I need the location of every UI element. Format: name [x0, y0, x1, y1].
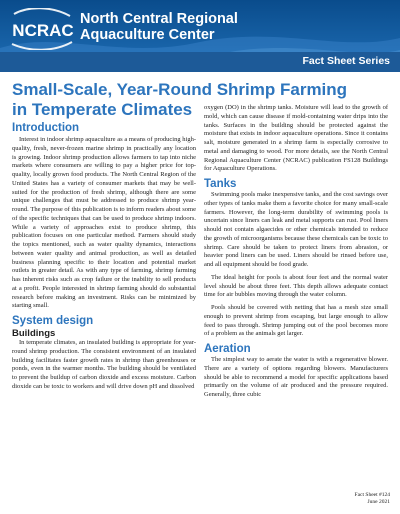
system-design-heading: System design [12, 315, 94, 327]
left-column [12, 122, 196, 392]
publication-date: June 2021 [367, 499, 390, 505]
org-name-line1: North Central Regional [80, 11, 238, 27]
org-name [80, 11, 320, 43]
buildings-paragraph-continued: oxygen (DO) in the shrimp tanks. Moisture will lead to the growth of mold, which can cause disease if mold-containing water drips into the tanks. Surfaces in the building should be protected against the moisture that exists in indoor aquaculture operations. Since it contains salt, moisture generated in a shrimp farm is especially corrosive to metal and damaging to wood. For more details, see the North Central Regional Aquaculture Center (NCRAC) publication FS128 Buildings for Aquaculture Operations. [204, 104, 388, 173]
series-label: Fact Sheet Series [302, 55, 390, 67]
tanks-paragraph-1: Swimming pools make inexpensive tanks, and the cost savings over other types of tanks make them a favorite choice for many small-scale farmers. However, the long-term durability of swimming pools is uncertain since liners can leak and metal supports can rust. Pool liners should not contain algaecides or other chemicals intended to reduce the growth of microorganisms because these chemicals can be toxic to shrimp. Care should be taken to protect liners from abrasion, or heavier pond liners can be used. Liners should be rinsed before use, and all equipment should be food grade. [204, 191, 388, 268]
tanks-heading: Tanks [204, 178, 237, 190]
page-title-line1: Small-Scale, Year-Round Shrimp Farming [12, 80, 348, 99]
page-title-line2: in Temperate Climates [12, 100, 193, 119]
tanks-paragraph-2: The ideal height for pools is about four feet and the normal water level should be about three feet. This depth allows adequate contact time for air bubbles moving through the water column. [204, 273, 388, 299]
intro-paragraph: Interest in indoor shrimp aquaculture as a means of producing high-quality, fresh, never-frozen marine shrimp in practically any location is growing. Indoor shrimp production allows farmers to tap into niche markets where consumers are willing to pay a higher price for top-quality, locally grown food products. The North Central Region of the United States has a variety of consumer markets that may be well-suited for the production of fresh shrimp, although there are some unique challenges that must be addressed to produce shrimp year-round. The purpose of this publication is to inform readers about some of the specific techniques that can be used to produce shrimp indoors. While a variety of approaches exist to produce shrimp, this publication focuses on one particular method. Farmers should study the topics mentioned, such as water quality dynamics, interactions between water quality and animal production, as well as detailed business planning specific to their location and potential market outlets in greater detail. As with any type of farming, shrimp farming has inherent risks such as crop failure or the inability to sell products at a profit. People interested in shrimp farming should do substantial research before making an investment. Risks can be minimized by starting small. [12, 136, 196, 310]
aeration-paragraph: The simplest way to aerate the water is with a regenerative blower. There are a variety of options regarding blowers. Manufacturers should be able to recommend a model for specific applications based primarily on the volume of air produced and the pressure required. Generally, three cubic [204, 356, 388, 398]
intro-heading: Introduction [12, 122, 80, 134]
buildings-paragraph: In temperate climates, an insulated building is appropriate for year-round shrimp production. The consistent environment of an insulated building facilitates faster growth rates in shrimp than greenhouses or ponds, even in the warmer months. The building should be ventilated to prevent the buildup of carbon dioxide and excess moisture. Carbon dioxide can be toxic to workers and will drive down pH and dissolved [12, 339, 196, 390]
fact-sheet-number: Fact Sheet #124 [354, 492, 390, 498]
logo-text: NCRAC [12, 21, 74, 40]
aeration-heading: Aeration [204, 343, 251, 355]
org-name-line2: Aquaculture Center [80, 27, 215, 43]
ncrac-logo [8, 8, 78, 50]
buildings-heading: Buildings [12, 328, 56, 339]
right-column [204, 104, 388, 400]
tanks-paragraph-3: Pools should be covered with netting that has a mesh size small enough to prevent shrimp from escaping, but large enough to allow feed to pass through. Shrimp jumping out of the pool becomes more of a problem as the animals get larger. [204, 304, 388, 338]
footer [355, 492, 390, 506]
